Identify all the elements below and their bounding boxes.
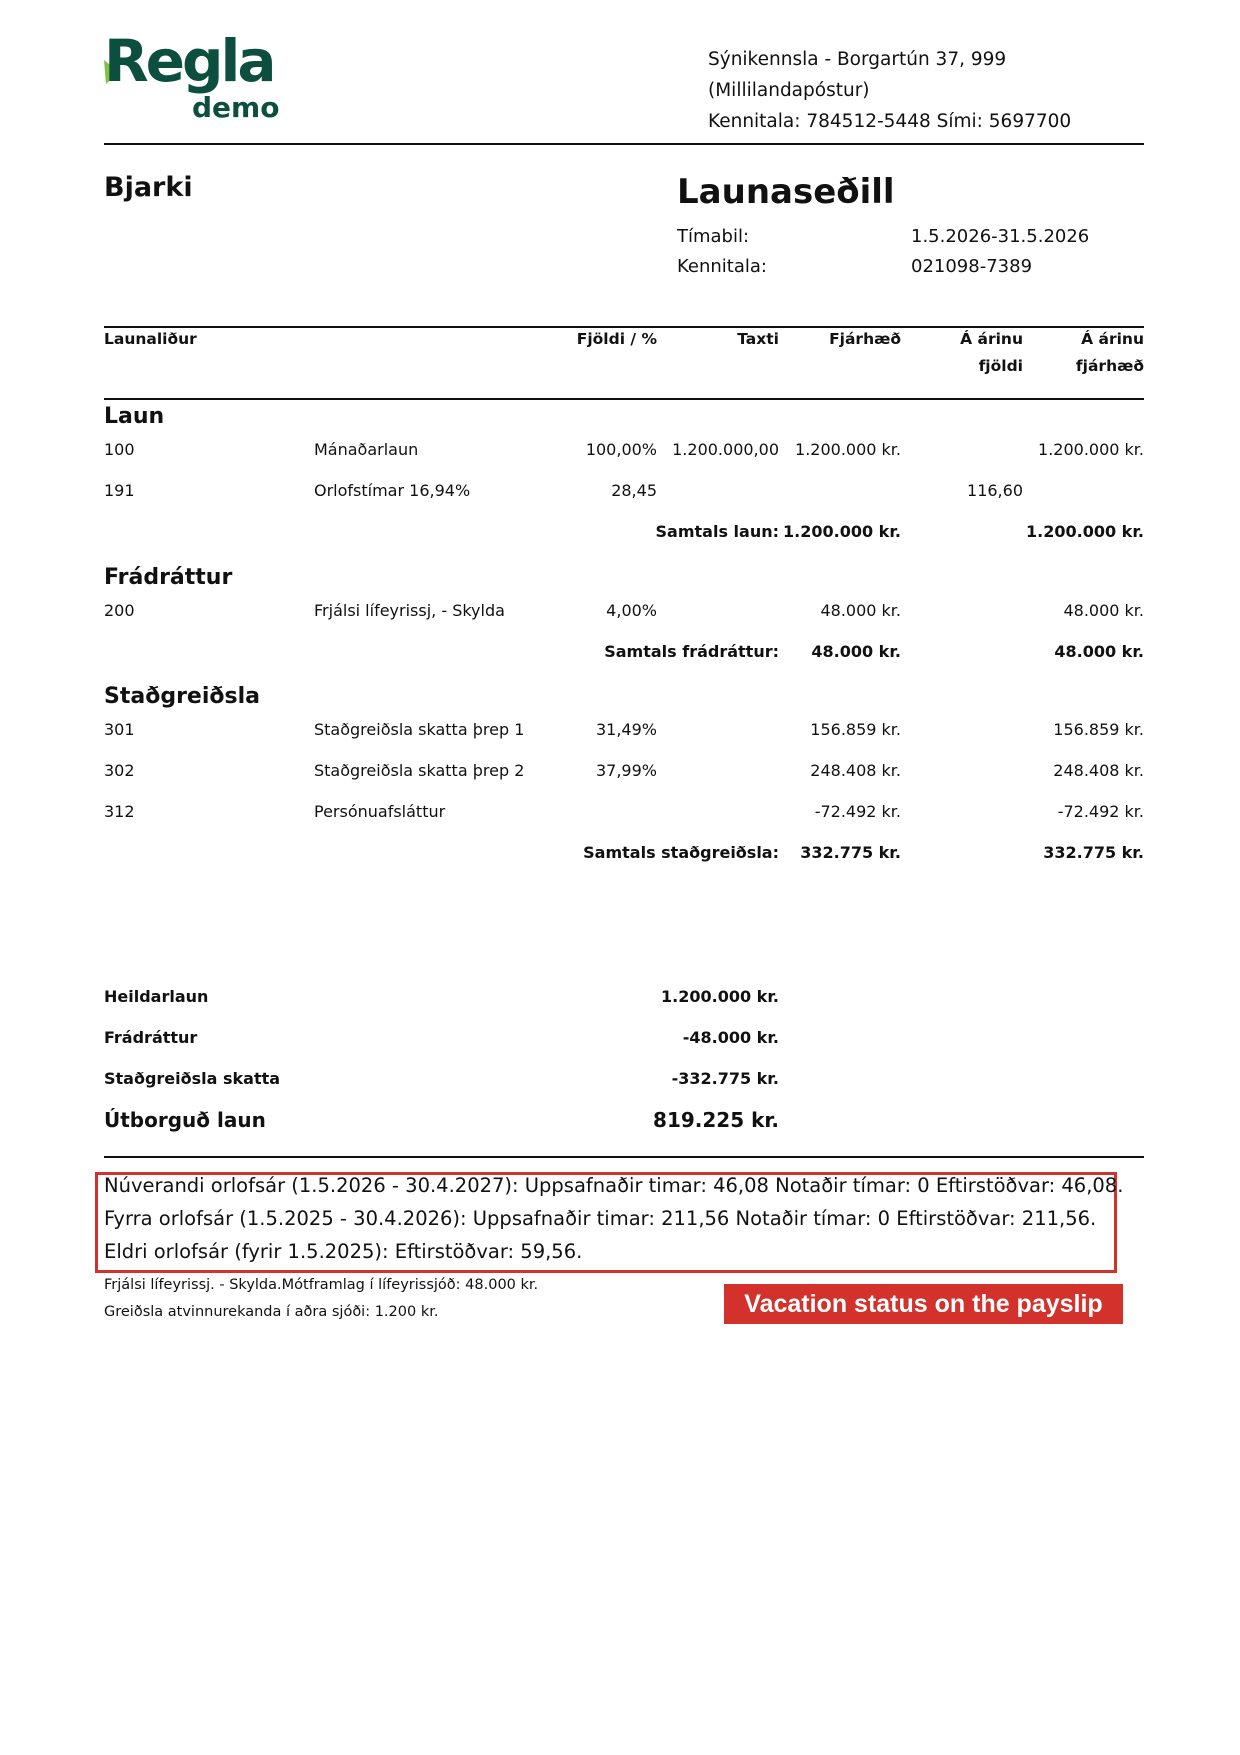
row-qty: 4,00% [606, 601, 657, 620]
row-code: 191 [104, 481, 135, 500]
row-ytd-amount: 248.408 kr. [1053, 761, 1144, 780]
row-code: 100 [104, 440, 135, 459]
row-ytd-amount: -72.492 kr. [1057, 802, 1144, 821]
gross-pay-value: 1.200.000 kr. [661, 987, 779, 1006]
tax-value: -332.775 kr. [671, 1069, 779, 1088]
total-amount: 332.775 kr. [800, 843, 901, 862]
company-info [708, 44, 1148, 137]
section-title: Staðgreiðsla [104, 684, 260, 709]
col-qty: Fjöldi / % [576, 330, 657, 348]
total-label: Samtals frádráttur: [604, 642, 779, 661]
employee-id-value: 021098-7389 [911, 256, 1033, 277]
row-code: 200 [104, 601, 135, 620]
gross-pay-label: Heildarlaun [104, 987, 209, 1006]
row-amount: 48.000 kr. [820, 601, 901, 620]
col-rate: Taxti [737, 330, 779, 348]
employee-id-label: Kennitala: [677, 256, 767, 277]
pension-note: Frjálsi lífeyrissj. - Skylda.Mótframlag í lífeyrissjóð: 48.000 kr. [104, 1277, 539, 1293]
row-code: 312 [104, 802, 135, 821]
col-ytd-amount-line1: Á árinu [1081, 330, 1144, 348]
company-logo [104, 27, 294, 130]
vacation-older-years: Eldri orlofsár (fyrir 1.5.2025): Eftirstöðvar: 59,56. [104, 1240, 583, 1263]
row-ytd-amount: 1.200.000 kr. [1038, 440, 1144, 459]
row-qty: 37,99% [595, 761, 657, 780]
total-ytd: 332.775 kr. [1043, 843, 1144, 862]
row-desc: Frjálsi lífeyrissj, - Skylda [314, 601, 505, 620]
section-title: Laun [104, 404, 165, 429]
total-amount: 48.000 kr. [811, 642, 901, 661]
col-ytd-qty [960, 326, 1023, 380]
payslip-title: Launaseðill [677, 172, 895, 212]
total-label: Samtals staðgreiðsla: [583, 843, 779, 862]
row-qty: 100,00% [585, 440, 657, 459]
row-amount: -72.492 kr. [814, 802, 901, 821]
total-ytd: 1.200.000 kr. [1026, 522, 1144, 541]
logo-subtitle: demo [192, 91, 280, 124]
vacation-current-year: Núverandi orlofsár (1.5.2026 - 30.4.2027): Uppsafnaðir timar: 46,08 Notaðir tímar: 0 Eftirstöðvar: 46,08. [104, 1174, 1124, 1197]
row-ytd-qty: 116,60 [967, 481, 1023, 500]
summary-rule [104, 1156, 1144, 1158]
col-ytd-amount-line2: fjárhæð [1075, 357, 1144, 375]
row-desc: Staðgreiðsla skatta þrep 2 [314, 761, 525, 780]
row-desc: Orlofstímar 16,94% [314, 481, 471, 500]
row-ytd-amount: 48.000 kr. [1063, 601, 1144, 620]
table-header-rule [104, 398, 1144, 400]
row-rate: 1.200.000,00 [672, 440, 779, 459]
net-pay-value: 819.225 kr. [653, 1108, 779, 1132]
row-qty: 28,45 [611, 481, 657, 500]
row-amount: 248.408 kr. [810, 761, 901, 780]
total-amount: 1.200.000 kr. [783, 522, 901, 541]
row-desc: Mánaðarlaun [314, 440, 419, 459]
employer-funds-note: Greiðsla atvinnurekanda í aðra sjóði: 1.200 kr. [104, 1304, 439, 1320]
row-code: 301 [104, 720, 135, 739]
deductions-value: -48.000 kr. [682, 1028, 779, 1047]
period-label: Tímabil: [677, 226, 750, 247]
tax-label: Staðgreiðsla skatta [104, 1069, 281, 1088]
total-label: Samtals laun: [655, 522, 779, 541]
section-title: Frádráttur [104, 565, 233, 590]
logo-wordmark: Regla [104, 27, 274, 95]
net-pay-label: Útborguð laun [104, 1108, 266, 1132]
col-ytd-qty-line2: fjöldi [978, 357, 1023, 375]
col-ytd-qty-line1: Á árinu [960, 330, 1023, 348]
row-ytd-amount: 156.859 kr. [1053, 720, 1144, 739]
row-qty: 31,49% [595, 720, 657, 739]
header-divider [104, 143, 1144, 145]
deductions-label: Frádráttur [104, 1028, 198, 1047]
col-amount: Fjárhæð [829, 330, 901, 348]
callout-label: Vacation status on the payslip [724, 1284, 1123, 1324]
employee-name: Bjarki [104, 172, 193, 203]
total-ytd: 48.000 kr. [1054, 642, 1144, 661]
row-code: 302 [104, 761, 135, 780]
col-ytd-amount [1076, 326, 1144, 380]
period-value: 1.5.2026-31.5.2026 [911, 226, 1090, 247]
company-address: Sýnikennsla - Borgartún 37, 999 (Millilandapóstur) [708, 49, 1007, 101]
vacation-previous-year: Fyrra orlofsár (1.5.2025 - 30.4.2026): Uppsafnaðir timar: 211,56 Notaðir tímar: 0 Eftirstöðvar: 211,56. [104, 1207, 1097, 1230]
col-item: Launaliður [104, 330, 197, 348]
row-amount: 156.859 kr. [810, 720, 901, 739]
row-amount: 1.200.000 kr. [795, 440, 901, 459]
row-desc: Staðgreiðsla skatta þrep 1 [314, 720, 525, 739]
company-id-phone: Kennitala: 784512-5448 Sími: 5697700 [708, 111, 1072, 132]
row-desc: Persónuafsláttur [314, 802, 446, 821]
